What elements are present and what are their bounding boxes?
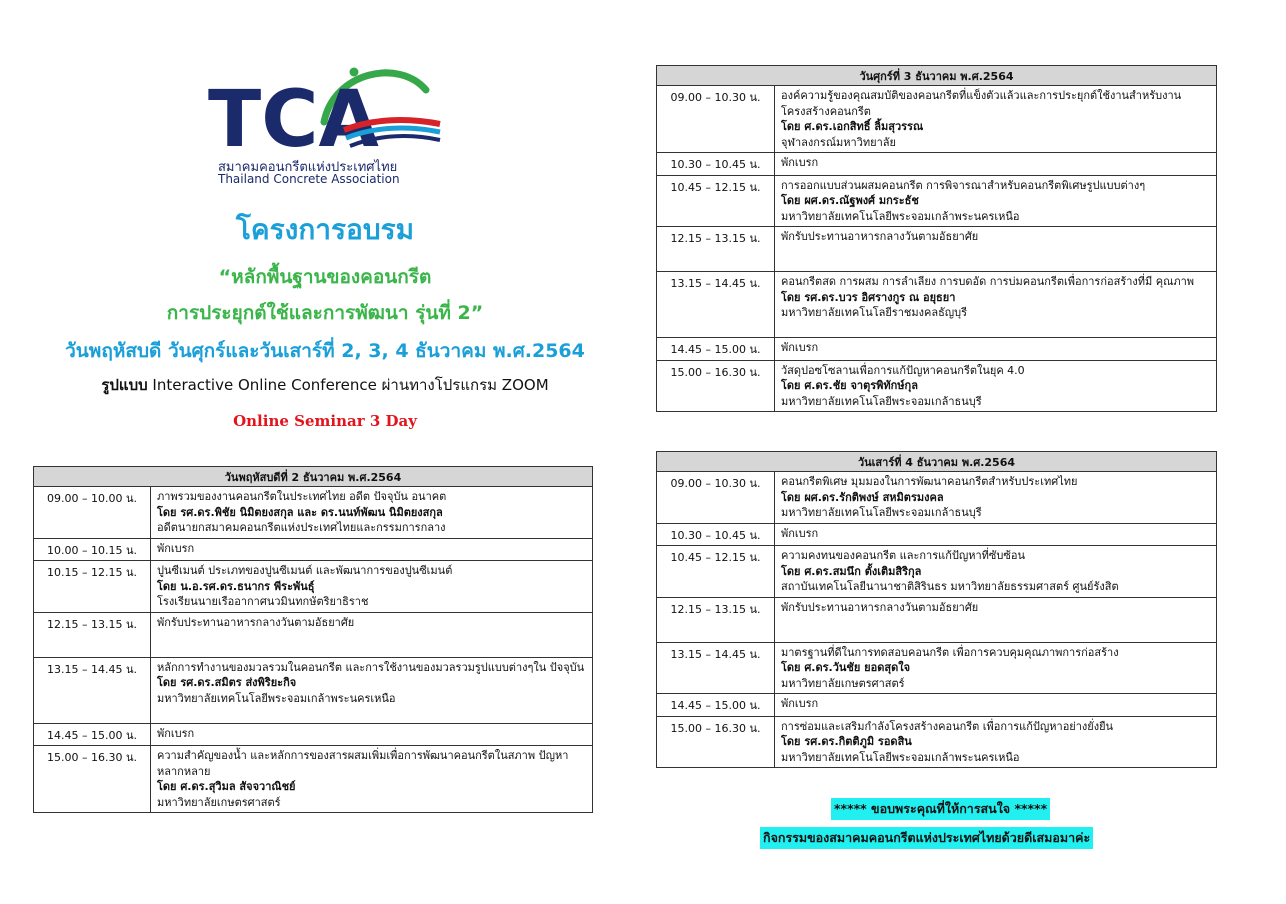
day-title: วันเสาร์ที่ 4 ธันวาคม พ.ศ.2564 — [657, 452, 1217, 472]
session-time: 14.45 – 15.00 น. — [34, 723, 151, 746]
schedule-row — [657, 597, 1217, 642]
session-topic: วัสดุปอซโซลานเพื่อการแก้ปัญหาคอนกรีตในยุค 4.0 — [781, 363, 1025, 377]
schedule-row — [34, 612, 593, 657]
session-topic: พักเบรก — [157, 726, 195, 740]
session-time: 14.45 – 15.00 น. — [657, 338, 775, 361]
session-topic: ความคงทนของคอนกรีต และการแก้ปัญหาที่ซับซ้อน — [781, 549, 1025, 562]
course-title-line2: การประยุกต์ใช้และการพัฒนา รุ่นที่ 2” — [166, 302, 484, 324]
session-details — [775, 694, 1217, 717]
schedule-row — [657, 153, 1217, 176]
schedule-row — [34, 723, 593, 746]
session-details — [775, 175, 1217, 227]
session-organization: จุฬาลงกรณ์มหาวิทยาลัย — [781, 135, 896, 149]
session-details — [775, 597, 1217, 642]
schedule-row — [34, 538, 593, 561]
session-details — [775, 472, 1217, 524]
event-dates: วันพฤหัสบดี วันศุกร์และวันเสาร์ที่ 2, 3, 4 ธันวาคม พ.ศ.2564 — [65, 340, 585, 362]
session-details — [775, 716, 1217, 768]
session-topic: พักเบรก — [781, 697, 819, 710]
session-time: 13.15 – 14.45 น. — [657, 642, 775, 694]
event-format-rest: Interactive Online Conference ผ่านทางโปรแกรม ZOOM — [147, 376, 549, 394]
session-speaker: โดย รศ.ดร.กิตติภูมิ รอดสิน — [781, 735, 912, 748]
schedule-row — [657, 523, 1217, 546]
thanks-note: ***** ขอบพระคุณที่ให้การสนใจ ***** — [831, 798, 1050, 820]
session-topic: ปูนซีเมนต์ ประเภทของปูนซีเมนต์ และพัฒนาการของปูนซีเมนต์ — [157, 564, 453, 577]
schedule-row — [657, 546, 1217, 598]
session-details — [775, 360, 1217, 412]
session-time: 15.00 – 16.30 น. — [657, 360, 775, 412]
session-topic: พักเบรก — [781, 526, 819, 540]
seminar-label: Online Seminar 3 Day — [233, 412, 417, 430]
session-organization: มหาวิทยาลัยเทคโนโลยีพระจอมเกล้าพระนครเหนือ — [781, 209, 1020, 223]
session-speaker: โดย ผศ.ดร.ณัฐพงศ์ มกระธัช — [781, 194, 919, 207]
session-details — [775, 523, 1217, 546]
session-speaker: โดย ศ.ดร.ชัย จาตุรพิทักษ์กุล — [781, 379, 918, 392]
session-topic: พักเบรก — [781, 341, 819, 354]
schedule-row — [657, 716, 1217, 768]
logo-letters: TCA — [208, 75, 379, 160]
session-details — [151, 561, 593, 613]
session-time: 12.15 – 13.15 น. — [657, 227, 775, 272]
schedule-day2 — [656, 65, 1217, 412]
schedule-row — [34, 487, 593, 539]
session-organization: โรงเรียนนายเรืออากาศนวมินทกษัตริยาธิราช — [157, 595, 369, 608]
session-speaker: โดย น.อ.รศ.ดร.ธนากร พีระพันธุ์ — [157, 579, 315, 593]
event-format — [0, 373, 650, 397]
session-details — [775, 642, 1217, 694]
session-speaker: โดย รศ.ดร.บวร อิศรางกูร ณ อยุธยา — [781, 290, 956, 304]
session-speaker: โดย ผศ.ดร.รักติพงษ์ สหมิตรมงคล — [781, 490, 944, 504]
session-topic: พักรับประทานอาหารกลางวันตามอัธยาศัย — [781, 230, 979, 243]
session-time: 10.00 – 10.15 น. — [34, 538, 151, 561]
session-organization: มหาวิทยาลัยเทคโนโลยีพระจอมเกล้าธนบุรี — [781, 506, 982, 519]
session-organization: มหาวิทยาลัยเทคโนโลยีพระจอมเกล้าธนบุรี — [781, 394, 982, 408]
session-details — [151, 746, 593, 813]
session-organization: อดีตนายกสมาคมคอนกรีตแห่งประเทศไทยและกรรมการกลาง — [157, 521, 446, 534]
session-organization: มหาวิทยาลัยเกษตรศาสตร์ — [781, 676, 905, 690]
session-details — [775, 338, 1217, 361]
session-speaker: โดย ศ.ดร.วันชัย ยอดสุดใจ — [781, 661, 911, 674]
tca-logo — [204, 60, 444, 184]
session-time: 10.45 – 12.15 น. — [657, 546, 775, 598]
session-details — [151, 487, 593, 539]
session-topic: มาตรฐานที่ดีในการทดสอบคอนกรีต เพื่อการควบคุมคุณภาพการก่อสร้าง — [781, 645, 1119, 659]
session-topic: ภาพรวมของงานคอนกรีตในประเทศไทย อดีต ปัจจุบัน อนาคต — [157, 490, 447, 503]
session-time: 14.45 – 15.00 น. — [657, 694, 775, 717]
schedule-row — [657, 694, 1217, 717]
session-topic: พักรับประทานอาหารกลางวันตามอัธยาศัย — [157, 615, 355, 629]
session-organization: มหาวิทยาลัยเทคโนโลยีพระจอมเกล้าพระนครเหนือ — [157, 691, 396, 705]
schedule-row — [657, 360, 1217, 412]
schedule-row — [657, 272, 1217, 338]
schedule-day1 — [33, 466, 593, 813]
session-time: 12.15 – 13.15 น. — [34, 612, 151, 657]
session-time: 15.00 – 16.30 น. — [34, 746, 151, 813]
session-topic: องค์ความรู้ของคุณสมบัติของคอนกรีตที่แข็งตัวแล้วและการประยุกต์ใช้งานสำหรับงาน โครงสร้างคอนกรีต — [781, 89, 1182, 118]
session-details — [775, 86, 1217, 153]
session-details — [151, 723, 593, 746]
session-time: 10.30 – 10.45 น. — [657, 153, 775, 176]
session-time: 13.15 – 14.45 น. — [657, 272, 775, 338]
schedule-row — [657, 175, 1217, 227]
event-format-prefix: รูปแบบ — [101, 376, 148, 394]
schedule-row — [657, 642, 1217, 694]
tca-logo-mark — [204, 60, 444, 160]
day-title: วันศุกร์ที่ 3 ธันวาคม พ.ศ.2564 — [657, 66, 1217, 86]
session-details — [151, 538, 593, 561]
schedule-row — [657, 472, 1217, 524]
schedule-row — [34, 657, 593, 723]
schedule-day3 — [656, 451, 1217, 768]
session-time: 09.00 – 10.30 น. — [657, 472, 775, 524]
session-time: 09.00 – 10.00 น. — [34, 487, 151, 539]
session-organization: มหาวิทยาลัยเทคโนโลยีพระจอมเกล้าพระนครเหนือ — [781, 750, 1020, 764]
logo-name-th: สมาคมคอนกรีตแห่งประเทศไทย — [218, 160, 398, 175]
session-details — [775, 153, 1217, 176]
session-time: 12.15 – 13.15 น. — [657, 597, 775, 642]
session-speaker: โดย รศ.ดร.พิชัย นิมิตยงสกุล และ ดร.นนท์พัฒน นิมิตยงสกุล — [157, 505, 443, 519]
course-title-line1: “หลักพื้นฐานของคอนกรีต — [218, 266, 432, 288]
session-time: 10.45 – 12.15 น. — [657, 175, 775, 227]
session-topic: พักเบรก — [781, 156, 819, 169]
session-organization: สถาบันเทคโนโลยีนานาชาติสิรินธร มหาวิทยาลัยธรรมศาสตร์ ศูนย์รังสิต — [781, 580, 1119, 593]
session-speaker: โดย ศ.ดร.สมนึก ตั้งเติมสิริกุล — [781, 564, 922, 578]
schedule-row — [657, 338, 1217, 361]
session-time: 10.30 – 10.45 น. — [657, 523, 775, 546]
session-details — [151, 657, 593, 723]
session-speaker: โดย รศ.ดร.สมิตร ส่งพิริยะกิจ — [157, 676, 297, 689]
session-topic: การซ่อมและเสริมกำลังโครงสร้างคอนกรีต เพื่อการแก้ปัญหาอย่างยั่งยืน — [781, 719, 1114, 733]
schedule-row — [657, 86, 1217, 153]
session-time: 10.15 – 12.15 น. — [34, 561, 151, 613]
session-time: 09.00 – 10.30 น. — [657, 86, 775, 153]
project-title: โครงการอบรม — [235, 213, 415, 246]
session-topic: คอนกรีตพิเศษ มุมมองในการพัฒนาคอนกรีตสำหรับประเทศไทย — [781, 475, 1078, 488]
day-title: วันพฤหัสบดีที่ 2 ธันวาคม พ.ศ.2564 — [34, 467, 593, 487]
session-time: 15.00 – 16.30 น. — [657, 716, 775, 768]
session-details — [151, 612, 593, 657]
session-topic: หลักการทำงานของมวลรวมในคอนกรีต และการใช้งานของมวลรวมรูปแบบต่างๆใน ปัจจุบัน — [157, 660, 585, 674]
session-organization: มหาวิทยาลัยเกษตรศาสตร์ — [157, 795, 281, 809]
session-topic: การออกแบบส่วนผสมคอนกรีต การพิจารณาสำหรับคอนกรีตพิเศษรูปแบบต่างๆ — [781, 178, 1146, 192]
session-topic: พักรับประทานอาหารกลางวันตามอัธยาศัย — [781, 600, 979, 614]
schedule-row — [34, 561, 593, 613]
session-topic: คอนกรีตสด การผสม การลำเลียง การบดอัด การบ่มคอนกรีตเพื่อการก่อสร้างที่มี คุณภาพ — [781, 275, 1195, 288]
schedule-row — [34, 746, 593, 813]
session-organization: มหาวิทยาลัยเทคโนโลยีราชมงคลธัญบุรี — [781, 306, 968, 319]
session-topic: ความสำคัญของน้ำ และหลักการของสารผสมเพิ่มเพื่อการพัฒนาคอนกรีตในสภาพ ปัญหาหลากหลาย — [157, 749, 569, 778]
session-topic: พักเบรก — [157, 541, 195, 555]
session-details — [775, 272, 1217, 338]
session-speaker: โดย ศ.ดร.เอกสิทธิ์ ลิ้มสุวรรณ — [781, 120, 924, 133]
session-time: 13.15 – 14.45 น. — [34, 657, 151, 723]
session-details — [775, 227, 1217, 272]
invite-note: กิจกรรมของสมาคมคอนกรีตแห่งประเทศไทยด้วยดีเสมอมาค่ะ — [760, 827, 1093, 849]
schedule-row — [657, 227, 1217, 272]
logo-name-en: Thailand Concrete Association — [218, 172, 400, 186]
session-speaker: โดย ศ.ดร.สุวิมล สัจจวาณิชย์ — [157, 780, 296, 793]
session-details — [775, 546, 1217, 598]
